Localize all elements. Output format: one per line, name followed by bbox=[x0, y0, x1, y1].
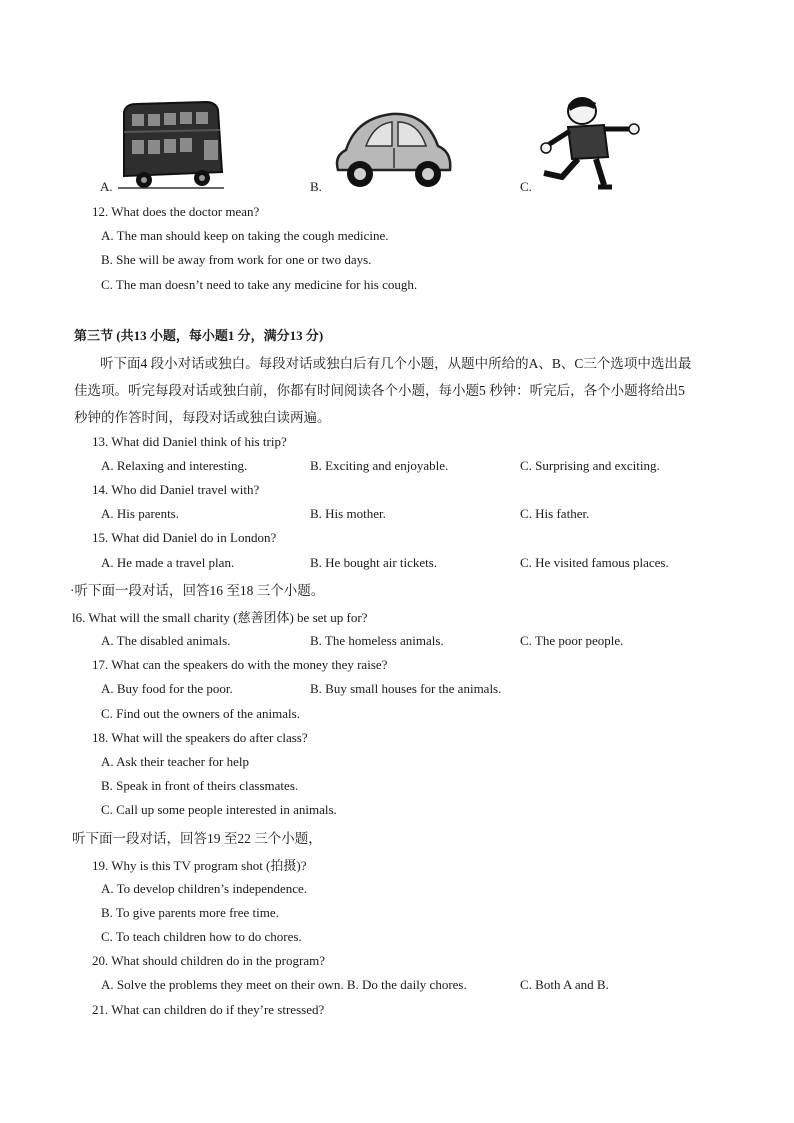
question-16-stem: l6. What will the small charity (慈善团体) be set up for? bbox=[72, 610, 368, 625]
question-17-option-c: C. Find out the owners of the animals. bbox=[101, 706, 300, 721]
question-17-option-a: A. Buy food for the poor. bbox=[101, 681, 233, 696]
walking-man-icon bbox=[538, 95, 646, 195]
question-12-option-a: A. The man should keep on taking the cough medicine. bbox=[101, 228, 389, 243]
question-19-option-a: A. To develop children’s independence. bbox=[101, 881, 308, 896]
question-12-option-b: B. She will be away from work for one or two days. bbox=[101, 252, 372, 267]
question-19-option-b: B. To give parents more free time. bbox=[101, 905, 279, 920]
question-16-option-b: B. The homeless animals. bbox=[310, 633, 444, 648]
question-16-option-c: C. The poor people. bbox=[520, 633, 624, 648]
question-15-option-b: B. He bought air tickets. bbox=[310, 555, 438, 570]
question-15-stem: 15. What did Daniel do in London? bbox=[92, 530, 277, 545]
question-13-option-c: C. Surprising and exciting. bbox=[520, 458, 660, 473]
question-14-option-c: C. His father. bbox=[520, 506, 590, 521]
question-13-stem: 13. What did Daniel think of his trip? bbox=[92, 434, 287, 449]
question-18-option-a: A. Ask their teacher for help bbox=[101, 754, 250, 769]
question-14-option-b: B. His mother. bbox=[310, 506, 386, 521]
question-17-option-b: B. Buy small houses for the animals. bbox=[310, 681, 502, 696]
section-3-title: 第三节 (共13 小题，每小题1 分，满分13 分) bbox=[74, 328, 324, 343]
question-20-stem: 20. What should children do in the program? bbox=[92, 953, 325, 968]
question-19-stem: 19. Why is this TV program shot (拍摄)? bbox=[92, 858, 307, 873]
question-13-option-a: A. Relaxing and interesting. bbox=[101, 458, 248, 473]
section-3-instruction-line3: 秒钟的作答时间，每段对话或独白读两遍。 bbox=[74, 410, 331, 425]
question-17-stem: 17. What can the speakers do with the money they raise? bbox=[92, 657, 388, 672]
car-icon bbox=[330, 108, 456, 196]
question-15-option-c: C. He visited famous places. bbox=[520, 555, 669, 570]
question-14-stem: 14. Who did Daniel travel with? bbox=[92, 482, 260, 497]
instruction-19-22: 听下面一段对话，回答19 至22 三个小题， bbox=[72, 831, 322, 846]
question-18-option-c: C. Call up some people interested in animals. bbox=[101, 802, 337, 817]
question-21-stem: 21. What can children do if they’re stressed? bbox=[92, 1002, 325, 1017]
question-18-stem: 18. What will the speakers do after class? bbox=[92, 730, 308, 745]
section-3-instruction-line2: 佳选项。听完每段对话或独白前，你都有时间阅读各个小题，每小题5 秒钟：听完后，各个小题将给出5 bbox=[74, 383, 685, 398]
instruction-16-18: ·听下面一段对话，回答16 至18 三个小题。 bbox=[70, 583, 325, 598]
option-label-c: C. bbox=[520, 179, 532, 194]
question-20-option-a-b: A. Solve the problems they meet on their own. B. Do the daily chores. bbox=[101, 977, 467, 992]
option-label-a: A. bbox=[100, 179, 113, 194]
question-13-option-b: B. Exciting and enjoyable. bbox=[310, 458, 449, 473]
section-3-instruction-line1: 听下面4 段小对话或独白。每段对话或独白后有几个小题，从题中所给的A、B、C三个选项中选出最 bbox=[100, 356, 692, 371]
question-14-option-a: A. His parents. bbox=[101, 506, 179, 521]
question-19-option-c: C. To teach children how to do chores. bbox=[101, 929, 302, 944]
question-15-option-a: A. He made a travel plan. bbox=[101, 555, 235, 570]
option-label-b: B. bbox=[310, 179, 322, 194]
question-16-option-a: A. The disabled animals. bbox=[101, 633, 231, 648]
question-18-option-b: B. Speak in front of theirs classmates. bbox=[101, 778, 299, 793]
question-20-option-c: C. Both A and B. bbox=[520, 977, 609, 992]
question-12-stem: 12. What does the doctor mean? bbox=[92, 204, 260, 219]
double-decker-bus-icon bbox=[118, 100, 226, 196]
question-12-option-c: C. The man doesn’t need to take any medicine for his cough. bbox=[101, 277, 418, 292]
